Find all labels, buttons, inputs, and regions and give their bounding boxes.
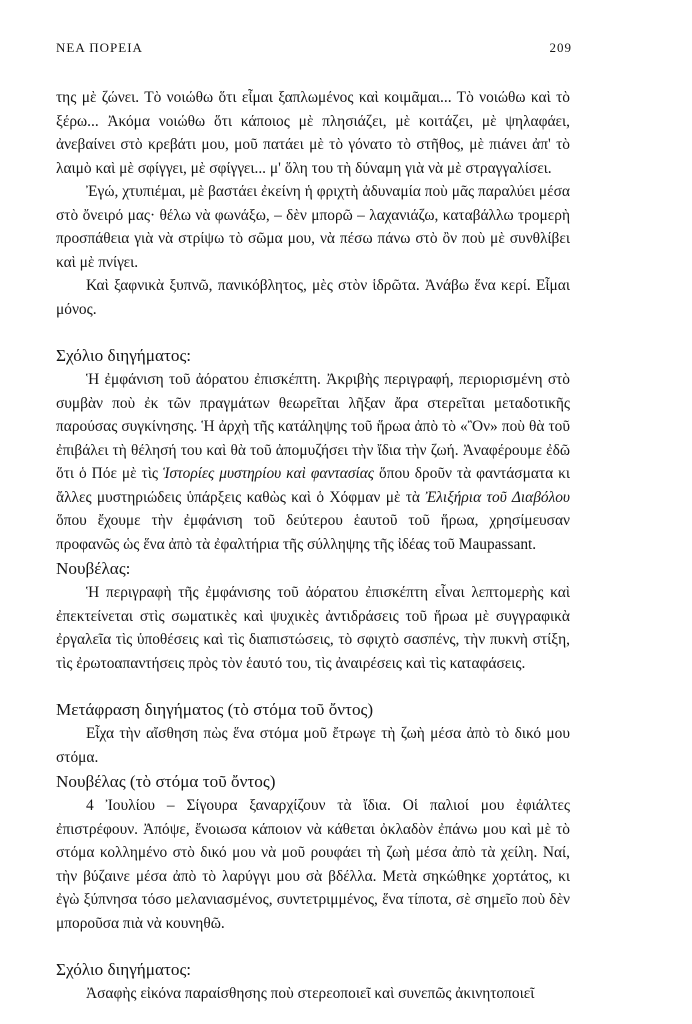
running-header [56,40,572,56]
comment-text: Ἡ ἐμφάνιση τοῦ ἀόρατου ἐπισκέπτη. Ἀκριβὴς περιγραφή, περιορισμένη στὸ συμβὰν ποὺ ἐκ τῶν πραγμάτων θεωρεῖται λῆξαν ἄρα στερεῖται μεταδοτικῆς παρούσας συγκίνησης. Ἡ ἀρχὴ τῆς κατάληψης τοῦ ἥρωα ἀπὸ τὸ «Ὂν» ποὺ θὰ τοῦ ἐπιβάλει τὴ θέλησή του καὶ θὰ τοῦ ἀπομυζήσει τὴν ἴδια τὴν ζωή. Ἀναφέρουμε ἐδῶ ὅτι ὁ Πόε μὲ τὶς [56,371,570,482]
section-heading: Σχόλιο διηγήματος: [56,960,192,979]
section-heading: Μετάφραση διηγήματος (τὸ στόμα τοῦ ὄντος) [56,700,374,719]
story-paragraph: Ἐγώ, χτυπιέμαι, μὲ βαστάει ἐκείνη ἡ φριχτὴ ἀδυναμία ποὺ μᾶς παραλύει μέσα στὸ ὄνειρό μας· θέλω νὰ φωνάξω, – δὲν μπορῶ – λαχανιάζω, καταβάλλω τρομερὴ προσπάθεια γιὰ νὰ στρίψω τὸ σῶμα μου, νὰ πέσω πάνω στὸ ὂν ποὺ μὲ συνθλίβει καὶ μὲ πνίγει. [56,183,570,271]
journal-title: ΝΕΑ ΠΟΡΕΙΑ [56,40,143,55]
section-heading: Νουβέλας: [56,559,131,578]
comment-text: ὅπου δροῦν τὰ φαντάσματα κι ἄλλες μυστηριώδεις ὑπάρξεις καθὼς καὶ ὁ Χόφμαν μὲ τὰ [56,465,570,506]
page-number: 209 [549,40,572,55]
noubelas-paragraph: Ἡ περιγραφὴ τῆς ἐμφάνισης τοῦ ἀόρατου ἐπισκέπτη εἶναι λεπτομερὴς καὶ ἐπεκτείνεται στὶς σωματικὲς καὶ ψυχικὲς ἀντιδράσεις τοῦ ἥρωα μὲ συγγραφικὰ ἐργαλεῖα τὶς ὑποθέσεις καὶ τὶς διαπιστώσεις, τὸ σφιχτὸ σασπένς, τὴν πυκνὴ στίξη, τὶς ἐρωτοαπαντήσεις πρὸς τὸν ἑαυτό του, τὶς ἀναιρέσεις καὶ τὶς καταφάσεις. [56,584,570,672]
comment-text: ὅπου ἔχουμε τὴν ἐμφάνιση τοῦ δεύτερου ἑαυτοῦ τοῦ ἥρωα, χρησίμευσαν προφανῶς ὡς ἕνα ἀπὸ τὰ ἐφαλτήρια τῆς σύλληψης τῆς ἰδέας τοῦ Maupassant. [56,512,570,553]
section-heading: Σχόλιο διηγήματος: [56,346,192,365]
comment-paragraph: Ἀσαφὴς εἰκόνα παραίσθησης ποὺ στερεοποιεῖ καὶ συνεπῶς ἀκινητοποιεῖ [86,985,535,1002]
page-content [56,86,570,1006]
noubelas-paragraph: 4 Ἰουλίου – Σίγουρα ξαναρχίζουν τὰ ἴδια. Οἱ παλιοί μου ἐφιάλτες ἐπιστρέφουν. Ἀπόψε, ἔνοιωσα κάποιον νὰ κάθεται ὀκλαδὸν ἐπάνω μου καὶ μὲ τὸ στόμα κολλημένο στὸ δικό μου νὰ μοῦ ρουφάει τὴ ζωὴ μέσα ἀπὸ τὰ χείλη. Ναί, τὴν βύζαινε μέσα ἀπὸ τὸ λαρύγγι μου σὰ βδέλλα. Μετὰ σηκώθηκε χορτάτος, κι ἐγὼ ξύπνησα τόσο μελανιασμένος, συντετριμμένος, ἕνα τίποτα, σὲ σημεῖο ποὺ δὲν μποροῦσα πιὰ νὰ κουνηθῶ. [56,797,570,932]
story-paragraph: της μὲ ζώνει. Τὸ νοιώθω ὅτι εἶμαι ξαπλωμένος καὶ κοιμᾶμαι... Τὸ νοιώθω καὶ τὸ ξέρω... Ἀκόμα νοιώθω ὅτι κάποιος μὲ πλησιάζει, μὲ κοιτάζει, μὲ ψηλαφάει, ἀνεβαίνει στὸ κρεβάτι μου, μοῦ πατάει μὲ τὸ γόνατο τὸ στῆθος, μὲ πιάνει ἀπ' τὸ λαιμὸ καὶ μὲ σφίγγει, μὲ σφίγγει... μ' ὅλη του τὴ δύναμη γιὰ νὰ μὲ στραγγαλίσει. [56,89,570,177]
comment-paragraph [56,368,570,556]
translation-paragraph: Εἶχα τὴν αἴσθηση πὼς ἕνα στόμα μοῦ ἔτρωγε τὴ ζωὴ μέσα ἀπὸ τὸ δικό μου στόμα. [56,725,570,766]
book-title: Ἱστορίες μυστηρίου καὶ φαντασίας [162,465,375,482]
section-heading: Νουβέλας (τὸ στόμα τοῦ ὄντος) [56,772,276,791]
book-title: Ἐλιξήρια τοῦ Διαβόλου [425,488,571,506]
story-paragraph: Καὶ ξαφνικὰ ξυπνῶ, πανικόβλητος, μὲς στὸν ἱδρῶτα. Ἀνάβω ἕνα κερί. Εἶμαι μόνος. [56,277,570,318]
